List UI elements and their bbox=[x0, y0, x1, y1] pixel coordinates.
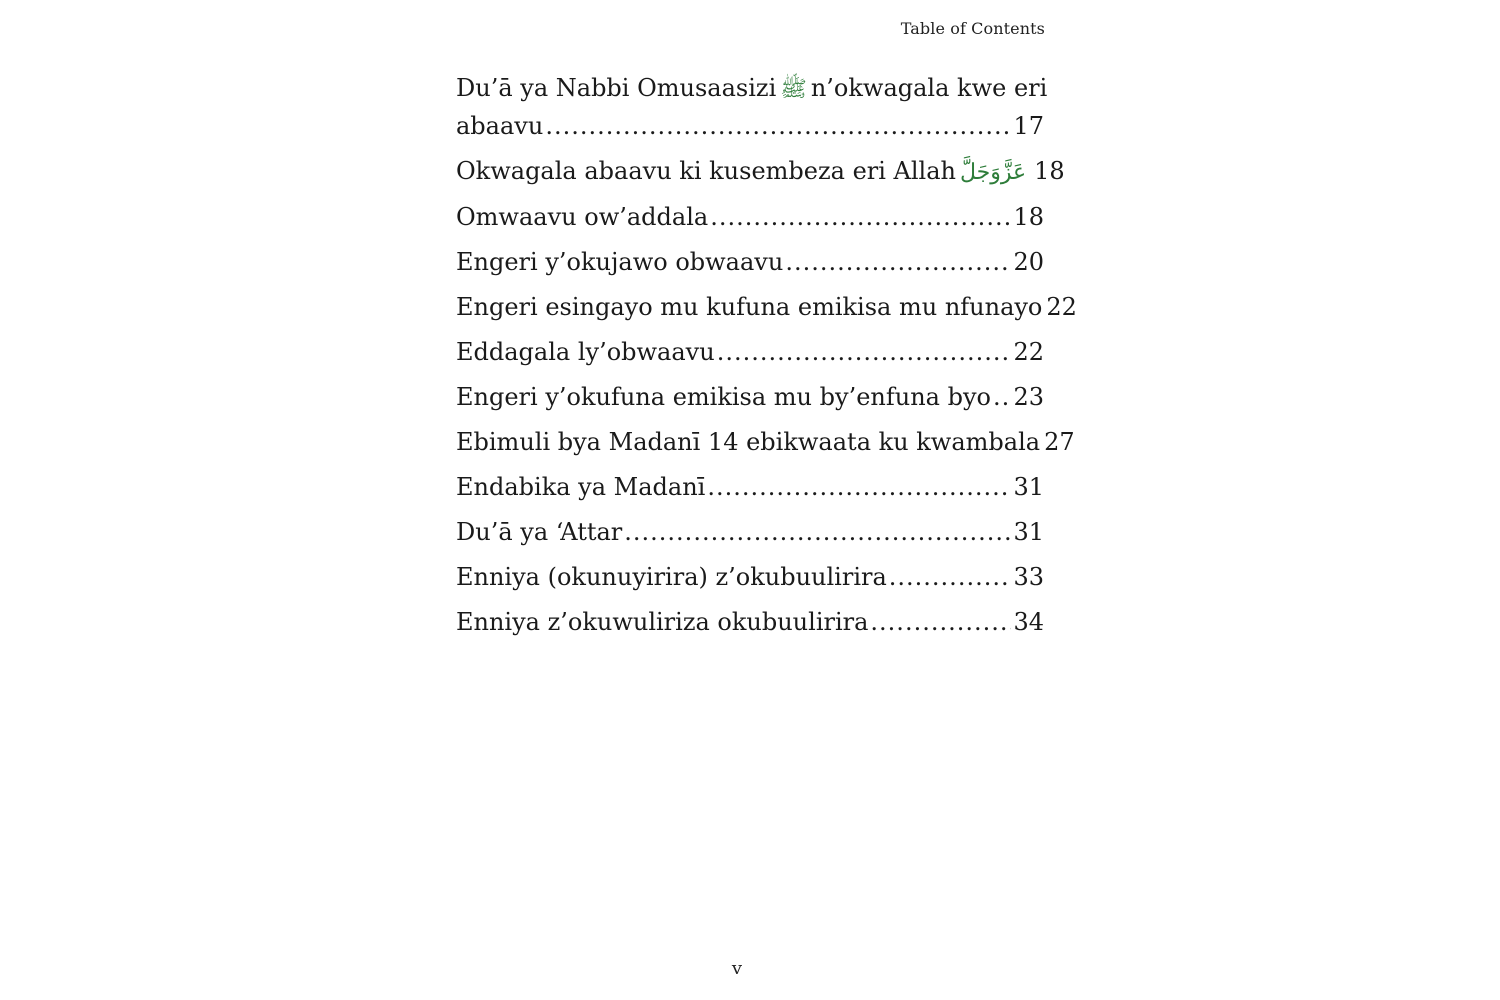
toc-entry[interactable] bbox=[456, 424, 1075, 461]
toc-page-number: 31 bbox=[1013, 473, 1044, 501]
toc-entry[interactable] bbox=[456, 199, 1044, 236]
toc-entry-title: Okwagala abaavu ki kusembeza eri Allah bbox=[456, 157, 956, 185]
toc-entry-line bbox=[456, 244, 1044, 281]
toc-entry-text: Eddagala ly’obwaavu bbox=[456, 338, 715, 366]
toc-entry-text bbox=[456, 153, 1030, 191]
toc-entry[interactable] bbox=[456, 70, 1048, 145]
toc-entry-line bbox=[456, 289, 1077, 326]
toc-entry-text: Engeri y’okufuna emikisa mu by’enfuna byo bbox=[456, 383, 991, 411]
toc-entry[interactable] bbox=[456, 559, 1044, 596]
dot-leader bbox=[710, 199, 1011, 236]
toc-entry[interactable] bbox=[456, 153, 1065, 191]
toc-page-number: 20 bbox=[1013, 248, 1044, 276]
toc-entry[interactable] bbox=[456, 289, 1077, 326]
dot-leader bbox=[785, 244, 1011, 281]
toc-entry-line bbox=[456, 199, 1044, 236]
dot-leader bbox=[993, 379, 1011, 416]
toc-entry[interactable] bbox=[456, 244, 1044, 281]
toc-page-number: 31 bbox=[1013, 518, 1044, 546]
toc-entry[interactable] bbox=[456, 379, 1044, 416]
toc-entry-text: Du’ā ya Nabbi Omusaasizi bbox=[456, 74, 777, 102]
toc-entry-text-continued: n’okwagala kwe eri bbox=[810, 74, 1048, 102]
salawat-honorific: ﷺ bbox=[780, 77, 807, 102]
dot-leader bbox=[717, 334, 1012, 371]
toc-entry-line bbox=[456, 108, 1044, 145]
toc-entry-text: Engeri y’okujawo obwaavu bbox=[456, 248, 784, 276]
dot-leader bbox=[545, 108, 1011, 145]
toc-page-number: 18 bbox=[1034, 157, 1065, 185]
toc-entry-line bbox=[456, 334, 1044, 371]
toc-entry-text: Enniya z’okuwuliriza okubuulirira bbox=[456, 608, 869, 636]
running-header: Table of Contents bbox=[900, 19, 1045, 38]
toc-entry-line bbox=[456, 469, 1044, 506]
toc-page-number: 18 bbox=[1013, 203, 1044, 231]
table-of-contents bbox=[456, 70, 1077, 649]
dot-leader bbox=[624, 514, 1011, 551]
dot-leader bbox=[707, 469, 1011, 506]
honorific-arabic: عَزَّوَجَلَّ bbox=[960, 160, 1027, 185]
toc-entry-text-line2: abaavu bbox=[456, 112, 544, 140]
toc-page-number: 33 bbox=[1013, 563, 1044, 591]
toc-entry-text: Enniya (okunuyirira) z’okubuulirira bbox=[456, 563, 887, 591]
toc-entry-line bbox=[456, 604, 1044, 641]
toc-page-number: 22 bbox=[1013, 338, 1044, 366]
toc-entry[interactable] bbox=[456, 514, 1044, 551]
toc-page-number: 27 bbox=[1044, 428, 1075, 456]
page-number: v bbox=[731, 958, 743, 979]
toc-page-number: 23 bbox=[1013, 383, 1044, 411]
toc-entry[interactable] bbox=[456, 604, 1044, 641]
dot-leader bbox=[889, 559, 1012, 596]
toc-entry-text: Du’ā ya ‘Attar bbox=[456, 518, 623, 546]
toc-page-number: 34 bbox=[1013, 608, 1044, 636]
toc-entry-line bbox=[456, 379, 1044, 416]
toc-page-number: 17 bbox=[1013, 112, 1044, 140]
toc-entry-text: Engeri esingayo mu kufuna emikisa mu nfunayo bbox=[456, 293, 1043, 321]
toc-entry-text: Endabika ya Madanī bbox=[456, 473, 706, 501]
toc-entry[interactable] bbox=[456, 469, 1044, 506]
toc-entry-text: Ebimuli bya Madanī 14 ebikwaata ku kwambala bbox=[456, 428, 1041, 456]
toc-entry[interactable] bbox=[456, 334, 1044, 371]
toc-entry-first-line bbox=[456, 70, 1048, 108]
dot-leader bbox=[870, 604, 1011, 641]
toc-entry-line bbox=[456, 424, 1075, 461]
toc-entry-line bbox=[456, 153, 1065, 191]
toc-page-number: 22 bbox=[1046, 293, 1077, 321]
toc-entry-line bbox=[456, 514, 1044, 551]
toc-entry-text: Omwaavu ow’addala bbox=[456, 203, 709, 231]
toc-entry-line bbox=[456, 559, 1044, 596]
